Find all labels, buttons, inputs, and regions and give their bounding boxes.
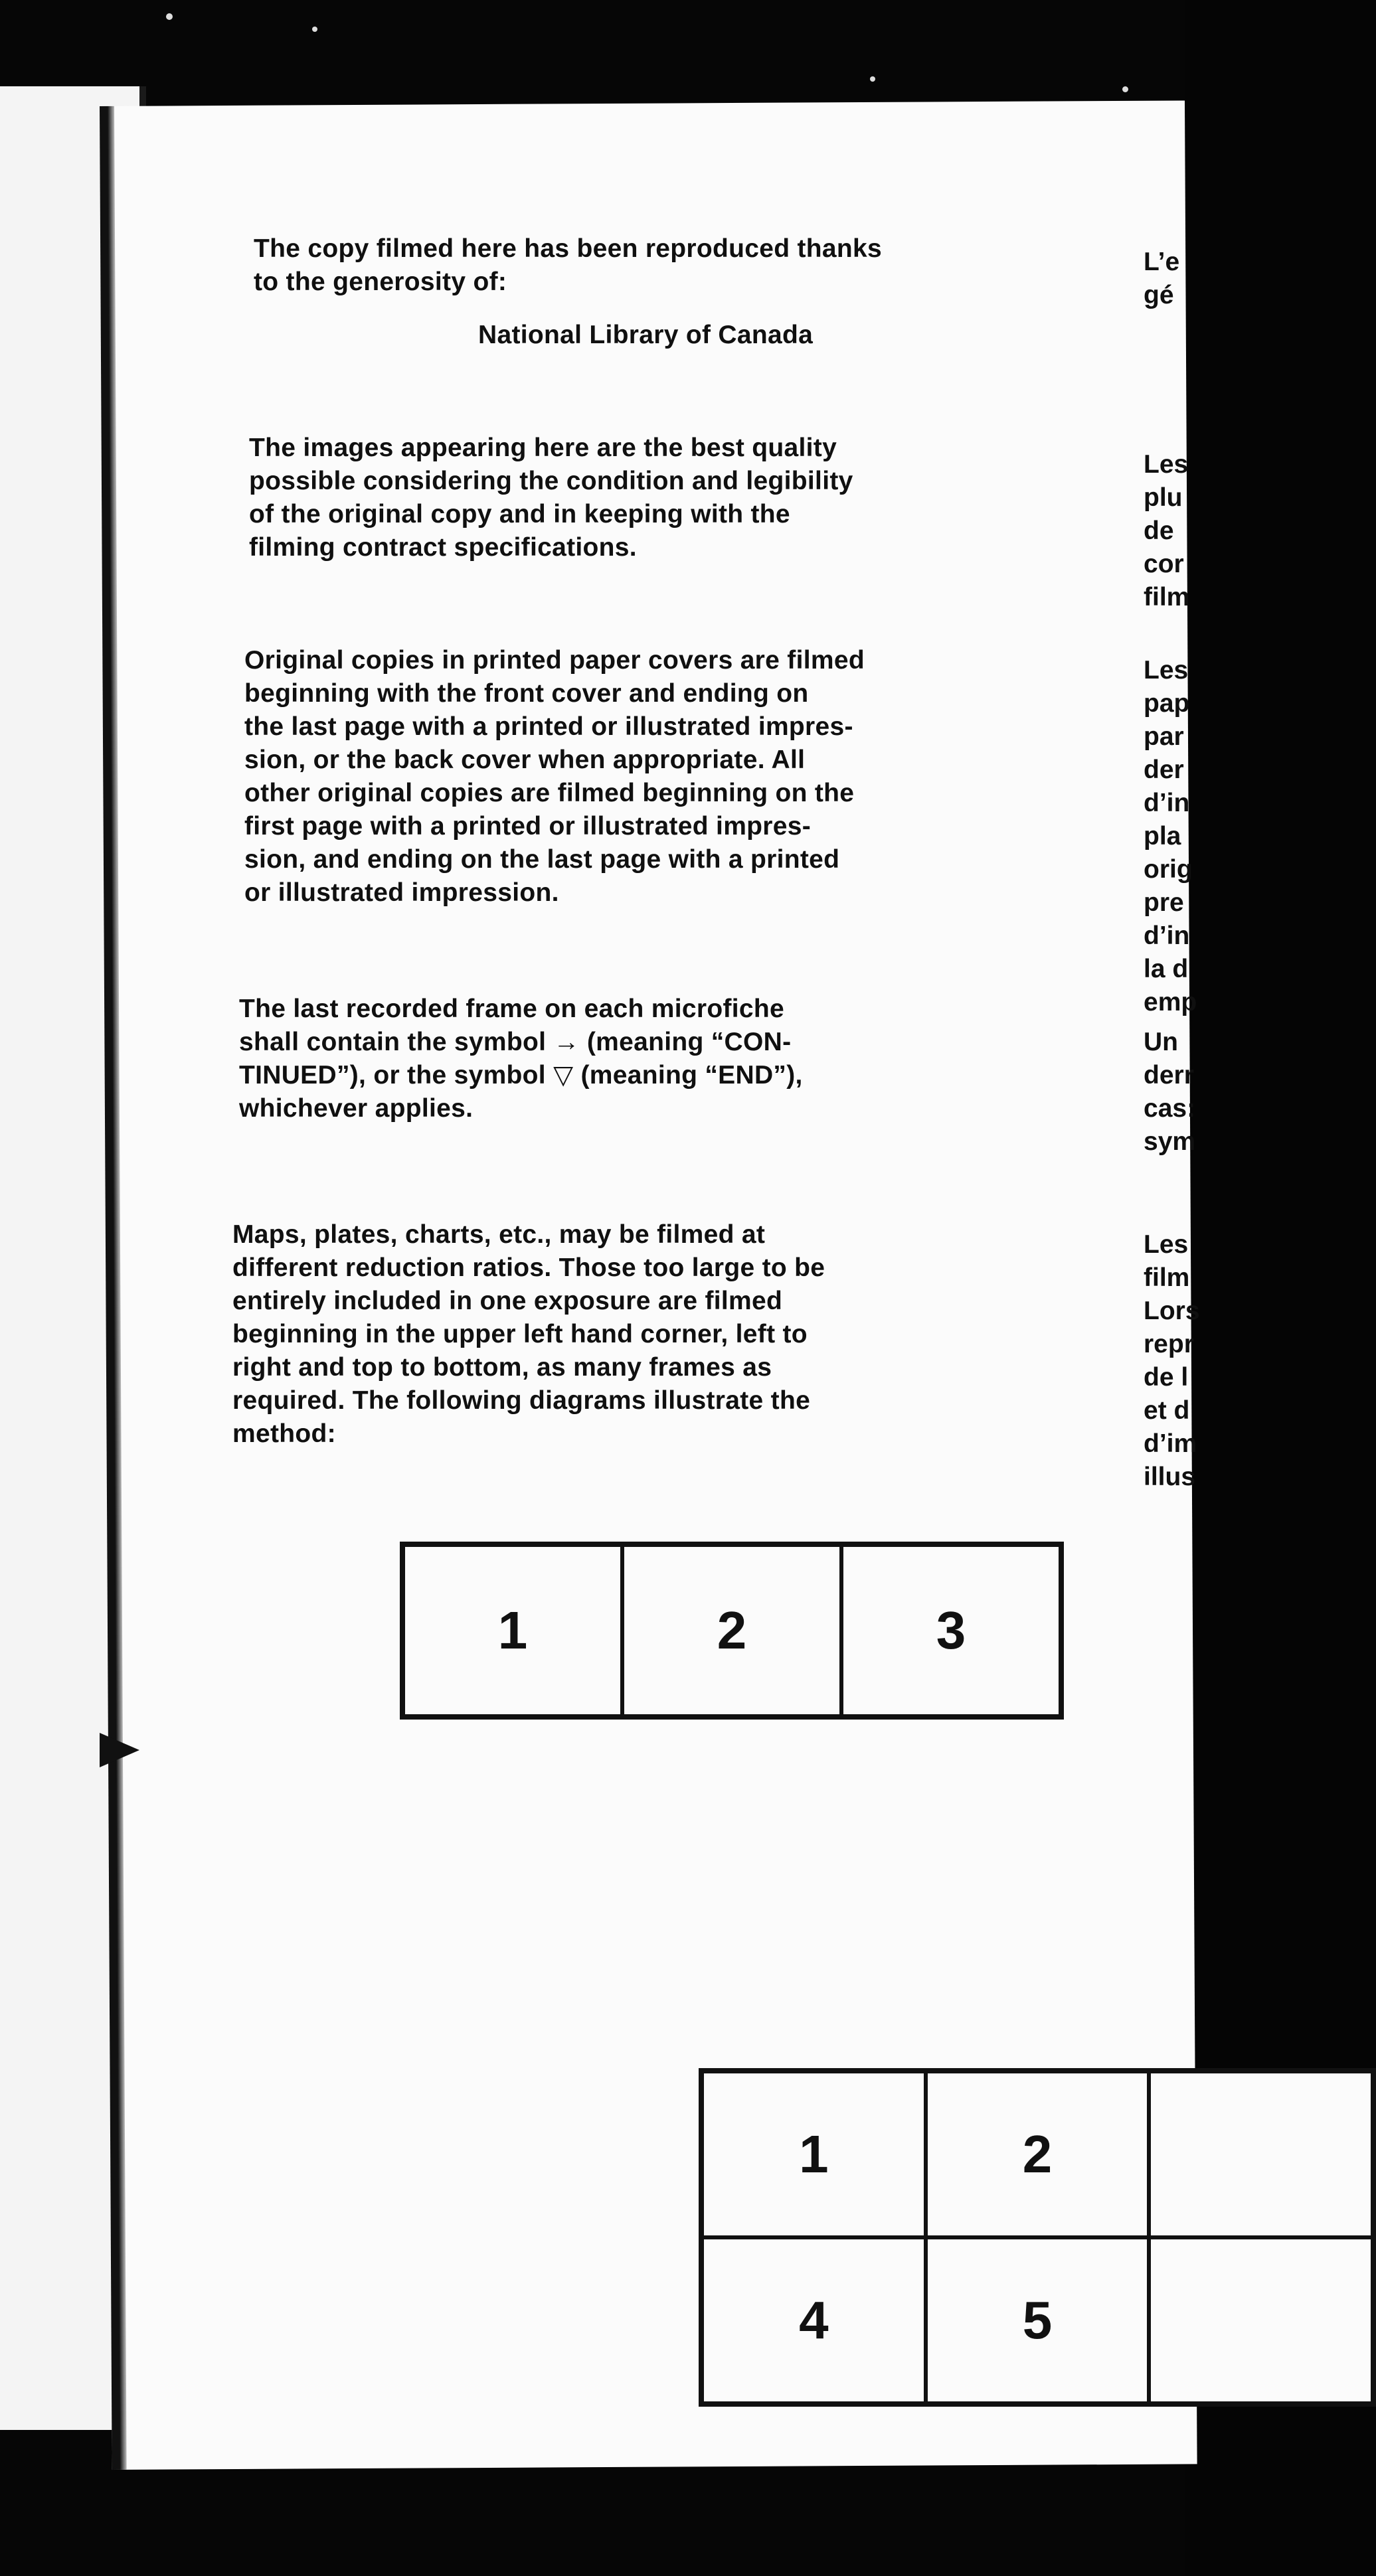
text-line: method: [232, 1419, 336, 1448]
text-line: right and top to bottom, as many frames as [232, 1353, 772, 1382]
french-fragment: pre [1144, 888, 1184, 917]
french-fragment: de l [1144, 1363, 1189, 1392]
paragraph-maps-plates [232, 1218, 825, 1451]
text-line: TINUED”), or the symbol ▽ (meaning “END”), [239, 1061, 803, 1089]
french-fragment: film [1144, 1263, 1190, 1292]
french-fragment: emp [1144, 988, 1197, 1016]
paragraph-original-copies [244, 644, 865, 910]
frame-cell: 2 [926, 2071, 1150, 2237]
text-line: National Library of Canada [478, 321, 814, 349]
text-line: to the generosity of: [254, 268, 507, 296]
text-line: the last page with a printed or illustrated impres- [244, 712, 853, 741]
text-line: sion, or the back cover when appropriate. All [244, 746, 806, 774]
french-fragment: pap [1144, 689, 1190, 718]
film-speck [166, 13, 173, 20]
text-line: Maps, plates, charts, etc., may be filmed at [232, 1220, 766, 1249]
french-fragment: L’e [1144, 248, 1180, 276]
frame-cell: 3 [841, 1545, 1061, 1716]
french-fragment: plu [1144, 483, 1183, 512]
frame-cell: 1 [702, 2071, 926, 2237]
french-fragment: illus [1144, 1463, 1196, 1491]
frame-cell: 5 [926, 2237, 1150, 2403]
diagram-six-frames [699, 2068, 1376, 2407]
text-line: shall contain the symbol → (meaning “CON- [239, 1028, 792, 1056]
french-fragment: Les [1144, 1230, 1189, 1259]
text-line: possible considering the condition and legibility [249, 467, 853, 495]
paragraph-image-quality [249, 432, 853, 564]
french-fragment: repr [1144, 1330, 1194, 1358]
film-speck [1122, 86, 1128, 92]
text-line: other original copies are filmed beginning on the [244, 779, 855, 807]
page-notch-mark [100, 1733, 139, 1767]
text-line: beginning in the upper left hand corner, left to [232, 1320, 808, 1348]
french-fragment: pla [1144, 822, 1181, 850]
french-fragment: gé [1144, 281, 1174, 309]
frame-cell: 4 [702, 2237, 926, 2403]
film-speck [312, 27, 317, 32]
text-line: Original copies in printed paper covers are filmed [244, 646, 865, 675]
frame-cell: 1 [403, 1545, 622, 1716]
text-line: required. The following diagrams illustrate the [232, 1386, 811, 1415]
institution-name [478, 319, 813, 352]
text-line: The images appearing here are the best quality [249, 434, 837, 462]
french-fragment: der [1144, 756, 1184, 784]
french-fragment: de [1144, 517, 1174, 545]
french-fragment: cas: [1144, 1094, 1196, 1123]
french-fragment: film [1144, 583, 1190, 611]
text-line: whichever applies. [239, 1094, 473, 1123]
text-line: of the original copy and in keeping with the [249, 500, 790, 528]
frame-cell: 2 [622, 1545, 841, 1716]
paragraph-thanks [254, 232, 882, 299]
text-line: or illustrated impression. [244, 878, 559, 907]
text-line: entirely included in one exposure are filmed [232, 1287, 783, 1315]
french-fragment: derr [1144, 1061, 1194, 1089]
french-fragment: d’in [1144, 922, 1190, 950]
french-fragment: la d [1144, 955, 1189, 983]
text-line: The copy filmed here has been reproduced thanks [254, 234, 883, 263]
french-fragment: orig [1144, 855, 1193, 884]
french-fragment: et d [1144, 1396, 1190, 1425]
french-notice-fragment [1144, 0, 1200, 2576]
film-speck [870, 76, 875, 82]
french-fragment: par [1144, 722, 1184, 751]
text-line: beginning with the front cover and ending on [244, 679, 809, 708]
french-fragment: d’in [1144, 789, 1190, 817]
french-fragment: Un [1144, 1028, 1178, 1056]
text-line: different reduction ratios. Those too large to be [232, 1253, 825, 1282]
french-fragment: d’im [1144, 1429, 1197, 1458]
french-fragment: Les [1144, 656, 1189, 684]
paragraph-microfiche-symbols [239, 993, 803, 1125]
text-line: sion, and ending on the last page with a printed [244, 845, 840, 874]
text-line: The last recorded frame on each microfiche [239, 995, 785, 1023]
french-fragment: Lors [1144, 1297, 1200, 1325]
french-fragment: sym [1144, 1127, 1196, 1156]
diagram-three-frames [400, 1542, 1064, 1720]
text-line: filming contract specifications. [249, 533, 637, 562]
french-fragment: Les [1144, 450, 1189, 479]
text-line: first page with a printed or illustrated impres- [244, 812, 812, 841]
french-fragment: cor [1144, 550, 1184, 578]
